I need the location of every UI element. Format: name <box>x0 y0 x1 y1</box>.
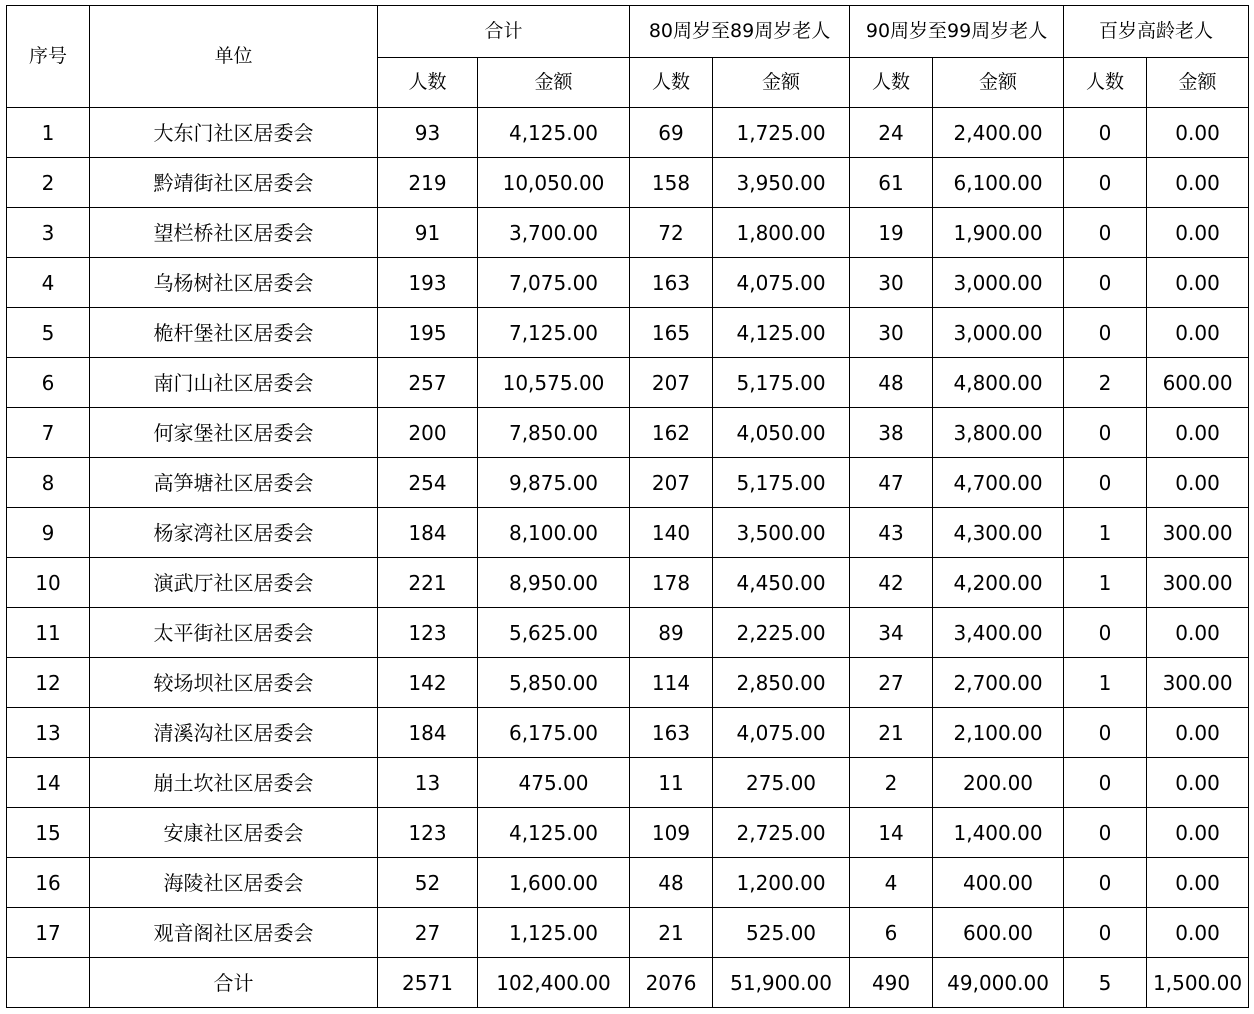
cell-amount-centenarian: 0.00 <box>1147 208 1249 258</box>
header-index: 序号 <box>7 6 90 108</box>
cell-amount-90-99: 4,200.00 <box>933 558 1064 608</box>
cell-amount-centenarian: 0.00 <box>1147 408 1249 458</box>
cell-count-80-89: 109 <box>630 808 713 858</box>
cell-amount-90-99: 1,900.00 <box>933 208 1064 258</box>
table-row <box>7 908 1249 958</box>
cell-index: 5 <box>7 308 90 358</box>
cell-index: 8 <box>7 458 90 508</box>
cell-amount-90-99: 600.00 <box>933 908 1064 958</box>
cell-count-90-99: 2 <box>850 758 933 808</box>
cell-index: 10 <box>7 558 90 608</box>
cell-count-90-99: 43 <box>850 508 933 558</box>
cell-count-80-89: 21 <box>630 908 713 958</box>
table-row <box>7 258 1249 308</box>
cell-index: 13 <box>7 708 90 758</box>
cell-amount-90-99: 2,400.00 <box>933 108 1064 158</box>
cell-amount-total: 5,850.00 <box>478 658 630 708</box>
cell-count-centenarian: 1 <box>1064 658 1147 708</box>
cell-count-90-99: 42 <box>850 558 933 608</box>
cell-count-90-99: 30 <box>850 258 933 308</box>
cell-count-90-99: 21 <box>850 708 933 758</box>
header-amount: 金额 <box>933 58 1064 108</box>
table-row <box>7 858 1249 908</box>
header-count: 人数 <box>630 58 713 108</box>
table-row <box>7 608 1249 658</box>
cell-amount-80-89: 4,075.00 <box>713 258 850 308</box>
cell-index: 17 <box>7 908 90 958</box>
cell-amount-total: 7,125.00 <box>478 308 630 358</box>
cell-amount-90-99: 3,000.00 <box>933 308 1064 358</box>
cell-count-total: 93 <box>378 108 478 158</box>
table-row <box>7 658 1249 708</box>
cell-count-90-99: 30 <box>850 308 933 358</box>
cell-count-total: 184 <box>378 708 478 758</box>
cell-amount-total: 10,050.00 <box>478 158 630 208</box>
cell-amount-centenarian: 300.00 <box>1147 658 1249 708</box>
cell-index: 15 <box>7 808 90 858</box>
header-unit: 单位 <box>90 6 378 108</box>
cell-amount-total: 475.00 <box>478 758 630 808</box>
cell-unit: 大东门社区居委会 <box>90 108 378 158</box>
cell-amount-centenarian: 300.00 <box>1147 508 1249 558</box>
cell-unit: 较场坝社区居委会 <box>90 658 378 708</box>
cell-index: 9 <box>7 508 90 558</box>
cell-count-centenarian: 1 <box>1064 508 1147 558</box>
cell-amount-80-89: 1,725.00 <box>713 108 850 158</box>
cell-amount-90-99: 400.00 <box>933 858 1064 908</box>
header-group-90-99: 90周岁至99周岁老人 <box>850 6 1064 58</box>
cell-count-90-99: 47 <box>850 458 933 508</box>
cell-count-centenarian: 1 <box>1064 558 1147 608</box>
cell-count-80-89: 165 <box>630 308 713 358</box>
cell-count-90-99: 24 <box>850 108 933 158</box>
cell-count-90-99: 61 <box>850 158 933 208</box>
cell-amount-centenarian: 0.00 <box>1147 458 1249 508</box>
cell-unit: 高笋塘社区居委会 <box>90 458 378 508</box>
cell-count-80-89: 163 <box>630 258 713 308</box>
cell-amount-centenarian: 0.00 <box>1147 758 1249 808</box>
cell-amount-90-99: 2,700.00 <box>933 658 1064 708</box>
cell-count-90-99: 4 <box>850 858 933 908</box>
header-row-1 <box>7 6 1249 58</box>
cell-count-90-99: 38 <box>850 408 933 458</box>
cell-count-80-89: 89 <box>630 608 713 658</box>
table-row <box>7 208 1249 258</box>
cell-count-80-89: 72 <box>630 208 713 258</box>
table-row <box>7 308 1249 358</box>
cell-count-total: 123 <box>378 608 478 658</box>
cell-count-90-99: 34 <box>850 608 933 658</box>
header-group-total: 合计 <box>378 6 630 58</box>
cell-amount-90-99: 4,300.00 <box>933 508 1064 558</box>
cell-count-centenarian: 0 <box>1064 258 1147 308</box>
table-row <box>7 358 1249 408</box>
cell-amount-total: 4,125.00 <box>478 108 630 158</box>
cell-unit: 杨家湾社区居委会 <box>90 508 378 558</box>
cell-unit: 清溪沟社区居委会 <box>90 708 378 758</box>
cell-count-total: 195 <box>378 308 478 358</box>
cell-amount-total: 102,400.00 <box>478 958 630 1008</box>
table-row <box>7 808 1249 858</box>
cell-count-total: 13 <box>378 758 478 808</box>
cell-amount-centenarian: 0.00 <box>1147 708 1249 758</box>
header-count: 人数 <box>1064 58 1147 108</box>
cell-amount-80-89: 4,050.00 <box>713 408 850 458</box>
cell-amount-90-99: 49,000.00 <box>933 958 1064 1008</box>
cell-count-centenarian: 0 <box>1064 108 1147 158</box>
cell-count-total: 221 <box>378 558 478 608</box>
cell-count-total: 200 <box>378 408 478 458</box>
cell-index: 14 <box>7 758 90 808</box>
cell-index: 6 <box>7 358 90 408</box>
cell-amount-total: 1,600.00 <box>478 858 630 908</box>
table-row <box>7 508 1249 558</box>
cell-amount-total: 3,700.00 <box>478 208 630 258</box>
cell-amount-80-89: 1,800.00 <box>713 208 850 258</box>
cell-unit: 桅杆堡社区居委会 <box>90 308 378 358</box>
cell-unit: 演武厅社区居委会 <box>90 558 378 608</box>
table-row <box>7 558 1249 608</box>
cell-amount-centenarian: 600.00 <box>1147 358 1249 408</box>
cell-unit: 崩土坎社区居委会 <box>90 758 378 808</box>
cell-index: 7 <box>7 408 90 458</box>
cell-unit: 安康社区居委会 <box>90 808 378 858</box>
cell-count-total: 184 <box>378 508 478 558</box>
cell-amount-80-89: 51,900.00 <box>713 958 850 1008</box>
table-row <box>7 708 1249 758</box>
cell-unit: 太平街社区居委会 <box>90 608 378 658</box>
cell-count-total: 219 <box>378 158 478 208</box>
cell-amount-total: 4,125.00 <box>478 808 630 858</box>
cell-amount-90-99: 6,100.00 <box>933 158 1064 208</box>
header-amount: 金额 <box>1147 58 1249 108</box>
cell-index: 2 <box>7 158 90 208</box>
cell-amount-80-89: 4,450.00 <box>713 558 850 608</box>
cell-count-total: 257 <box>378 358 478 408</box>
cell-count-total: 2571 <box>378 958 478 1008</box>
cell-amount-90-99: 4,800.00 <box>933 358 1064 408</box>
cell-amount-90-99: 1,400.00 <box>933 808 1064 858</box>
cell-count-total: 123 <box>378 808 478 858</box>
cell-amount-80-89: 3,500.00 <box>713 508 850 558</box>
total-row <box>7 958 1249 1008</box>
cell-amount-90-99: 200.00 <box>933 758 1064 808</box>
header-count: 人数 <box>378 58 478 108</box>
cell-index: 12 <box>7 658 90 708</box>
cell-index: 1 <box>7 108 90 158</box>
cell-amount-centenarian: 1,500.00 <box>1147 958 1249 1008</box>
cell-count-centenarian: 0 <box>1064 858 1147 908</box>
cell-amount-centenarian: 0.00 <box>1147 908 1249 958</box>
cell-amount-total: 8,100.00 <box>478 508 630 558</box>
cell-amount-90-99: 4,700.00 <box>933 458 1064 508</box>
header-group-centenarian: 百岁高龄老人 <box>1064 6 1249 58</box>
cell-index: 3 <box>7 208 90 258</box>
table-row <box>7 408 1249 458</box>
header-count: 人数 <box>850 58 933 108</box>
cell-unit: 海陵社区居委会 <box>90 858 378 908</box>
cell-count-80-89: 207 <box>630 458 713 508</box>
table-row <box>7 458 1249 508</box>
cell-count-centenarian: 0 <box>1064 308 1147 358</box>
cell-amount-total: 7,850.00 <box>478 408 630 458</box>
cell-count-90-99: 490 <box>850 958 933 1008</box>
table-row <box>7 158 1249 208</box>
cell-amount-80-89: 2,850.00 <box>713 658 850 708</box>
cell-count-90-99: 48 <box>850 358 933 408</box>
cell-count-90-99: 27 <box>850 658 933 708</box>
cell-count-total: 254 <box>378 458 478 508</box>
cell-count-total: 27 <box>378 908 478 958</box>
cell-count-80-89: 69 <box>630 108 713 158</box>
cell-amount-total: 5,625.00 <box>478 608 630 658</box>
cell-count-80-89: 2076 <box>630 958 713 1008</box>
cell-amount-80-89: 275.00 <box>713 758 850 808</box>
cell-amount-centenarian: 0.00 <box>1147 108 1249 158</box>
cell-amount-total: 1,125.00 <box>478 908 630 958</box>
cell-count-centenarian: 0 <box>1064 708 1147 758</box>
cell-index <box>7 958 90 1008</box>
cell-index: 4 <box>7 258 90 308</box>
cell-unit: 何家堡社区居委会 <box>90 408 378 458</box>
cell-amount-total: 9,875.00 <box>478 458 630 508</box>
cell-count-centenarian: 0 <box>1064 808 1147 858</box>
cell-amount-80-89: 2,725.00 <box>713 808 850 858</box>
cell-count-80-89: 158 <box>630 158 713 208</box>
cell-amount-80-89: 2,225.00 <box>713 608 850 658</box>
header-group-80-89: 80周岁至89周岁老人 <box>630 6 850 58</box>
table-row <box>7 758 1249 808</box>
cell-amount-centenarian: 0.00 <box>1147 608 1249 658</box>
cell-amount-90-99: 2,100.00 <box>933 708 1064 758</box>
table-row <box>7 108 1249 158</box>
cell-count-centenarian: 0 <box>1064 458 1147 508</box>
cell-amount-centenarian: 0.00 <box>1147 158 1249 208</box>
cell-amount-centenarian: 0.00 <box>1147 308 1249 358</box>
cell-count-centenarian: 0 <box>1064 408 1147 458</box>
cell-amount-90-99: 3,800.00 <box>933 408 1064 458</box>
cell-amount-centenarian: 300.00 <box>1147 558 1249 608</box>
cell-index: 16 <box>7 858 90 908</box>
cell-amount-80-89: 4,075.00 <box>713 708 850 758</box>
cell-amount-90-99: 3,000.00 <box>933 258 1064 308</box>
cell-amount-80-89: 4,125.00 <box>713 308 850 358</box>
cell-count-centenarian: 0 <box>1064 608 1147 658</box>
cell-count-total: 193 <box>378 258 478 308</box>
cell-count-centenarian: 5 <box>1064 958 1147 1008</box>
cell-count-80-89: 162 <box>630 408 713 458</box>
cell-amount-total: 10,575.00 <box>478 358 630 408</box>
cell-count-90-99: 6 <box>850 908 933 958</box>
cell-amount-total: 6,175.00 <box>478 708 630 758</box>
cell-unit: 黔靖街社区居委会 <box>90 158 378 208</box>
cell-amount-80-89: 525.00 <box>713 908 850 958</box>
cell-unit: 乌杨树社区居委会 <box>90 258 378 308</box>
cell-amount-centenarian: 0.00 <box>1147 258 1249 308</box>
cell-count-90-99: 19 <box>850 208 933 258</box>
cell-amount-80-89: 5,175.00 <box>713 358 850 408</box>
cell-unit: 南门山社区居委会 <box>90 358 378 408</box>
cell-count-80-89: 48 <box>630 858 713 908</box>
table-body <box>7 108 1249 1008</box>
cell-count-centenarian: 0 <box>1064 208 1147 258</box>
cell-amount-centenarian: 0.00 <box>1147 808 1249 858</box>
cell-count-80-89: 140 <box>630 508 713 558</box>
cell-unit: 望栏桥社区居委会 <box>90 208 378 258</box>
cell-amount-80-89: 5,175.00 <box>713 458 850 508</box>
allowance-table <box>6 5 1249 1008</box>
cell-count-90-99: 14 <box>850 808 933 858</box>
cell-amount-80-89: 1,200.00 <box>713 858 850 908</box>
header-amount: 金额 <box>478 58 630 108</box>
cell-count-80-89: 207 <box>630 358 713 408</box>
cell-count-80-89: 163 <box>630 708 713 758</box>
cell-amount-total: 8,950.00 <box>478 558 630 608</box>
cell-index: 11 <box>7 608 90 658</box>
header-amount: 金额 <box>713 58 850 108</box>
cell-count-centenarian: 0 <box>1064 758 1147 808</box>
cell-count-80-89: 11 <box>630 758 713 808</box>
cell-count-total: 52 <box>378 858 478 908</box>
cell-count-centenarian: 0 <box>1064 158 1147 208</box>
cell-count-centenarian: 0 <box>1064 908 1147 958</box>
cell-count-80-89: 114 <box>630 658 713 708</box>
cell-unit: 合计 <box>90 958 378 1008</box>
cell-amount-centenarian: 0.00 <box>1147 858 1249 908</box>
cell-unit: 观音阁社区居委会 <box>90 908 378 958</box>
cell-amount-90-99: 3,400.00 <box>933 608 1064 658</box>
cell-count-total: 91 <box>378 208 478 258</box>
cell-amount-total: 7,075.00 <box>478 258 630 308</box>
cell-count-80-89: 178 <box>630 558 713 608</box>
cell-amount-80-89: 3,950.00 <box>713 158 850 208</box>
cell-count-centenarian: 2 <box>1064 358 1147 408</box>
cell-count-total: 142 <box>378 658 478 708</box>
